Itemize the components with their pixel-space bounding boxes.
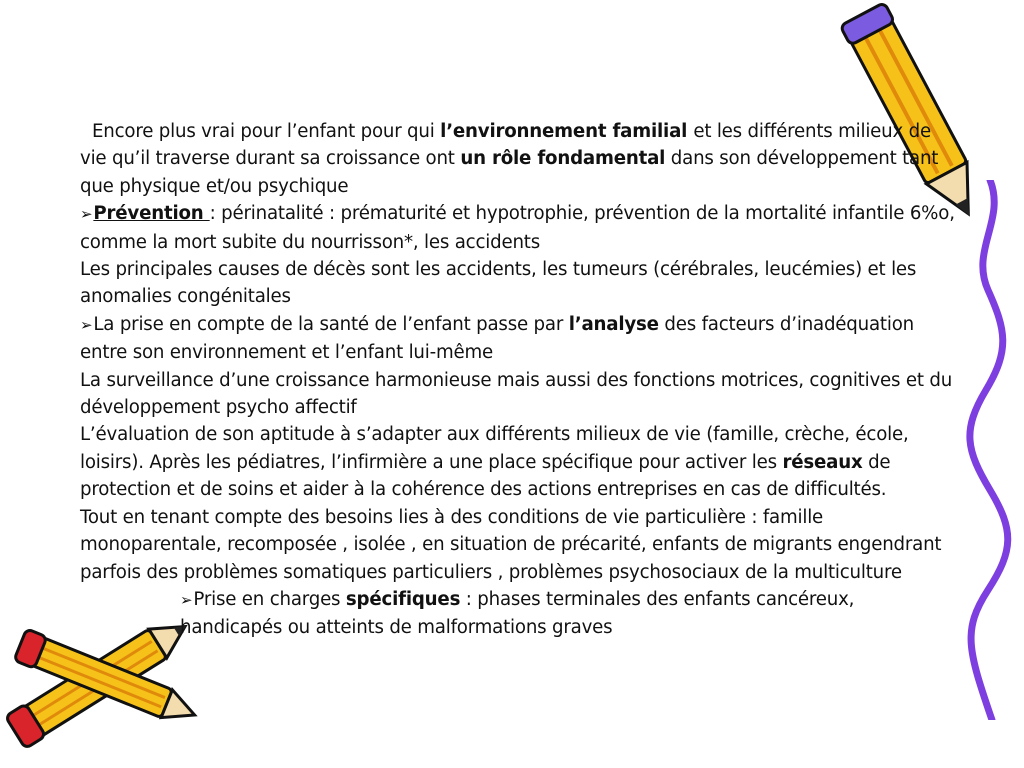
text-run: L’évaluation de son aptitude à s’adapter aux différents milieux de vie (famille, crèche, école, loisirs). Après les pédiatres, l’infirmière a une place spécifique pour activer les [80,424,909,473]
paragraph-evaluation [80,421,960,503]
bold-run: spécifiques [345,588,461,610]
text-run: de protection et de soins et aider à la cohérence des actions entreprises en cas de difficultés. [80,451,891,501]
squiggle-line-icon [960,180,1024,720]
bold-run: réseaux [782,451,863,473]
slide-body [80,118,960,642]
text-run: Encore plus vrai pour l’enfant pour qui [92,121,441,142]
text-run: : phases terminales des enfants cancéreux, handicapés ou atteints de malformations graves [180,588,855,639]
bold-underlined-run: Prévention [93,203,210,225]
text-run: Prise en charges [193,588,346,610]
arrow-bullet-icon: ➢ [180,590,193,609]
paragraph-analysis [80,311,960,367]
text-run: : périnatalité : prématurité et hypotrophie, prévention de la mortalité infantile 6%o, comme la mort subite du nourrisson*, les accidents [80,203,955,253]
text-run: et les différents milieux de vie qu’il traverse durant sa croissance ont [80,121,931,170]
arrow-bullet-icon: ➢ [80,315,93,334]
text-run: La prise en compte de la santé de l’enfant passe par [93,313,569,335]
bold-run: un rôle fondamental [460,148,666,170]
text-run: dans son développement tant que physique et/ou psychique [80,148,939,197]
paragraph-surveillance: La surveillance d’une croissance harmonieuse mais aussi des fonctions motrices, cognitives et du développement psycho affectif [80,369,953,419]
paragraph-intro [80,118,960,200]
bold-run: l’analyse [568,313,659,335]
bold-run: l’environnement familial [440,121,694,142]
paragraph-causes: Les principales causes de décès sont les accidents, les tumeurs (cérébrales, leucémies) et les anomalies congénitales [80,259,917,308]
paragraph-prevention [80,200,960,256]
arrow-bullet-icon: ➢ [80,205,93,224]
paragraph-conditions: Tout en tenant compte des besoins lies à des conditions de vie particulière : famille monoparentale, recomposée , isolée , en situation de précarité, enfants de migrants engendrant parfois des problèmes somatiques particuliers , problèmes psychosociaux de la multiculture [80,506,942,583]
text-run: des facteurs d’inadéquation entre son environnement et l’enfant lui-même [80,313,914,364]
paragraph-specific-care [80,586,960,642]
